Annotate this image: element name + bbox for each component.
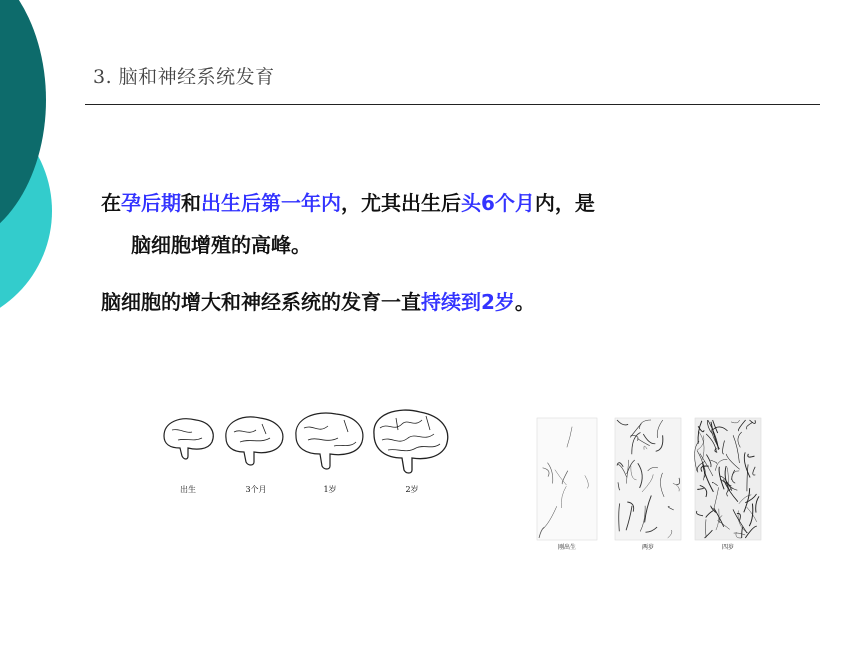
brain-caption-1-year: 1岁 xyxy=(323,485,337,494)
paragraph-1-line-1 xyxy=(101,187,595,216)
neuron-density-figure xyxy=(535,416,763,552)
highlight-late-pregnancy: 孕后期 xyxy=(121,191,181,215)
brain-2-years xyxy=(374,410,448,473)
title-divider xyxy=(85,104,820,105)
neuron-panel-newborn xyxy=(537,418,597,540)
text-run: ，尤其出生后 xyxy=(341,191,461,215)
brain-caption-2-years: 2岁 xyxy=(405,485,419,494)
brain-1-year xyxy=(296,413,363,469)
neuron-caption-newborn: 刚出生 xyxy=(557,544,577,551)
slide-title: 3. 脑和神经系统发育 xyxy=(93,66,275,88)
highlight-first-year: 出生后第一年内 xyxy=(201,191,341,215)
text-run: 。 xyxy=(514,290,535,314)
neuron-caption-four-years: 四岁 xyxy=(721,544,735,551)
highlight-first-6-months: 头6个月 xyxy=(461,191,535,215)
text-run: 和 xyxy=(181,191,201,215)
brain-caption-newborn: 出生 xyxy=(180,485,196,494)
brain-growth-figure xyxy=(158,408,458,508)
neuron-panel-two-years xyxy=(615,418,681,540)
brain-newborn xyxy=(164,419,213,459)
brain-3-months xyxy=(226,417,283,465)
text-run: 内，是 xyxy=(534,191,595,215)
paragraph-1-line-2: 脑细胞增殖的高峰。 xyxy=(131,233,311,257)
highlight-until-2-years: 持续到2岁 xyxy=(421,290,515,314)
neuron-caption-two-years: 两岁 xyxy=(641,544,655,551)
text-run: 脑细胞的增大和神经系统的发育一直 xyxy=(101,290,421,314)
brain-caption-3-months: 3个月 xyxy=(245,485,267,494)
paragraph-2 xyxy=(101,286,535,315)
text-run: 在 xyxy=(101,191,121,215)
